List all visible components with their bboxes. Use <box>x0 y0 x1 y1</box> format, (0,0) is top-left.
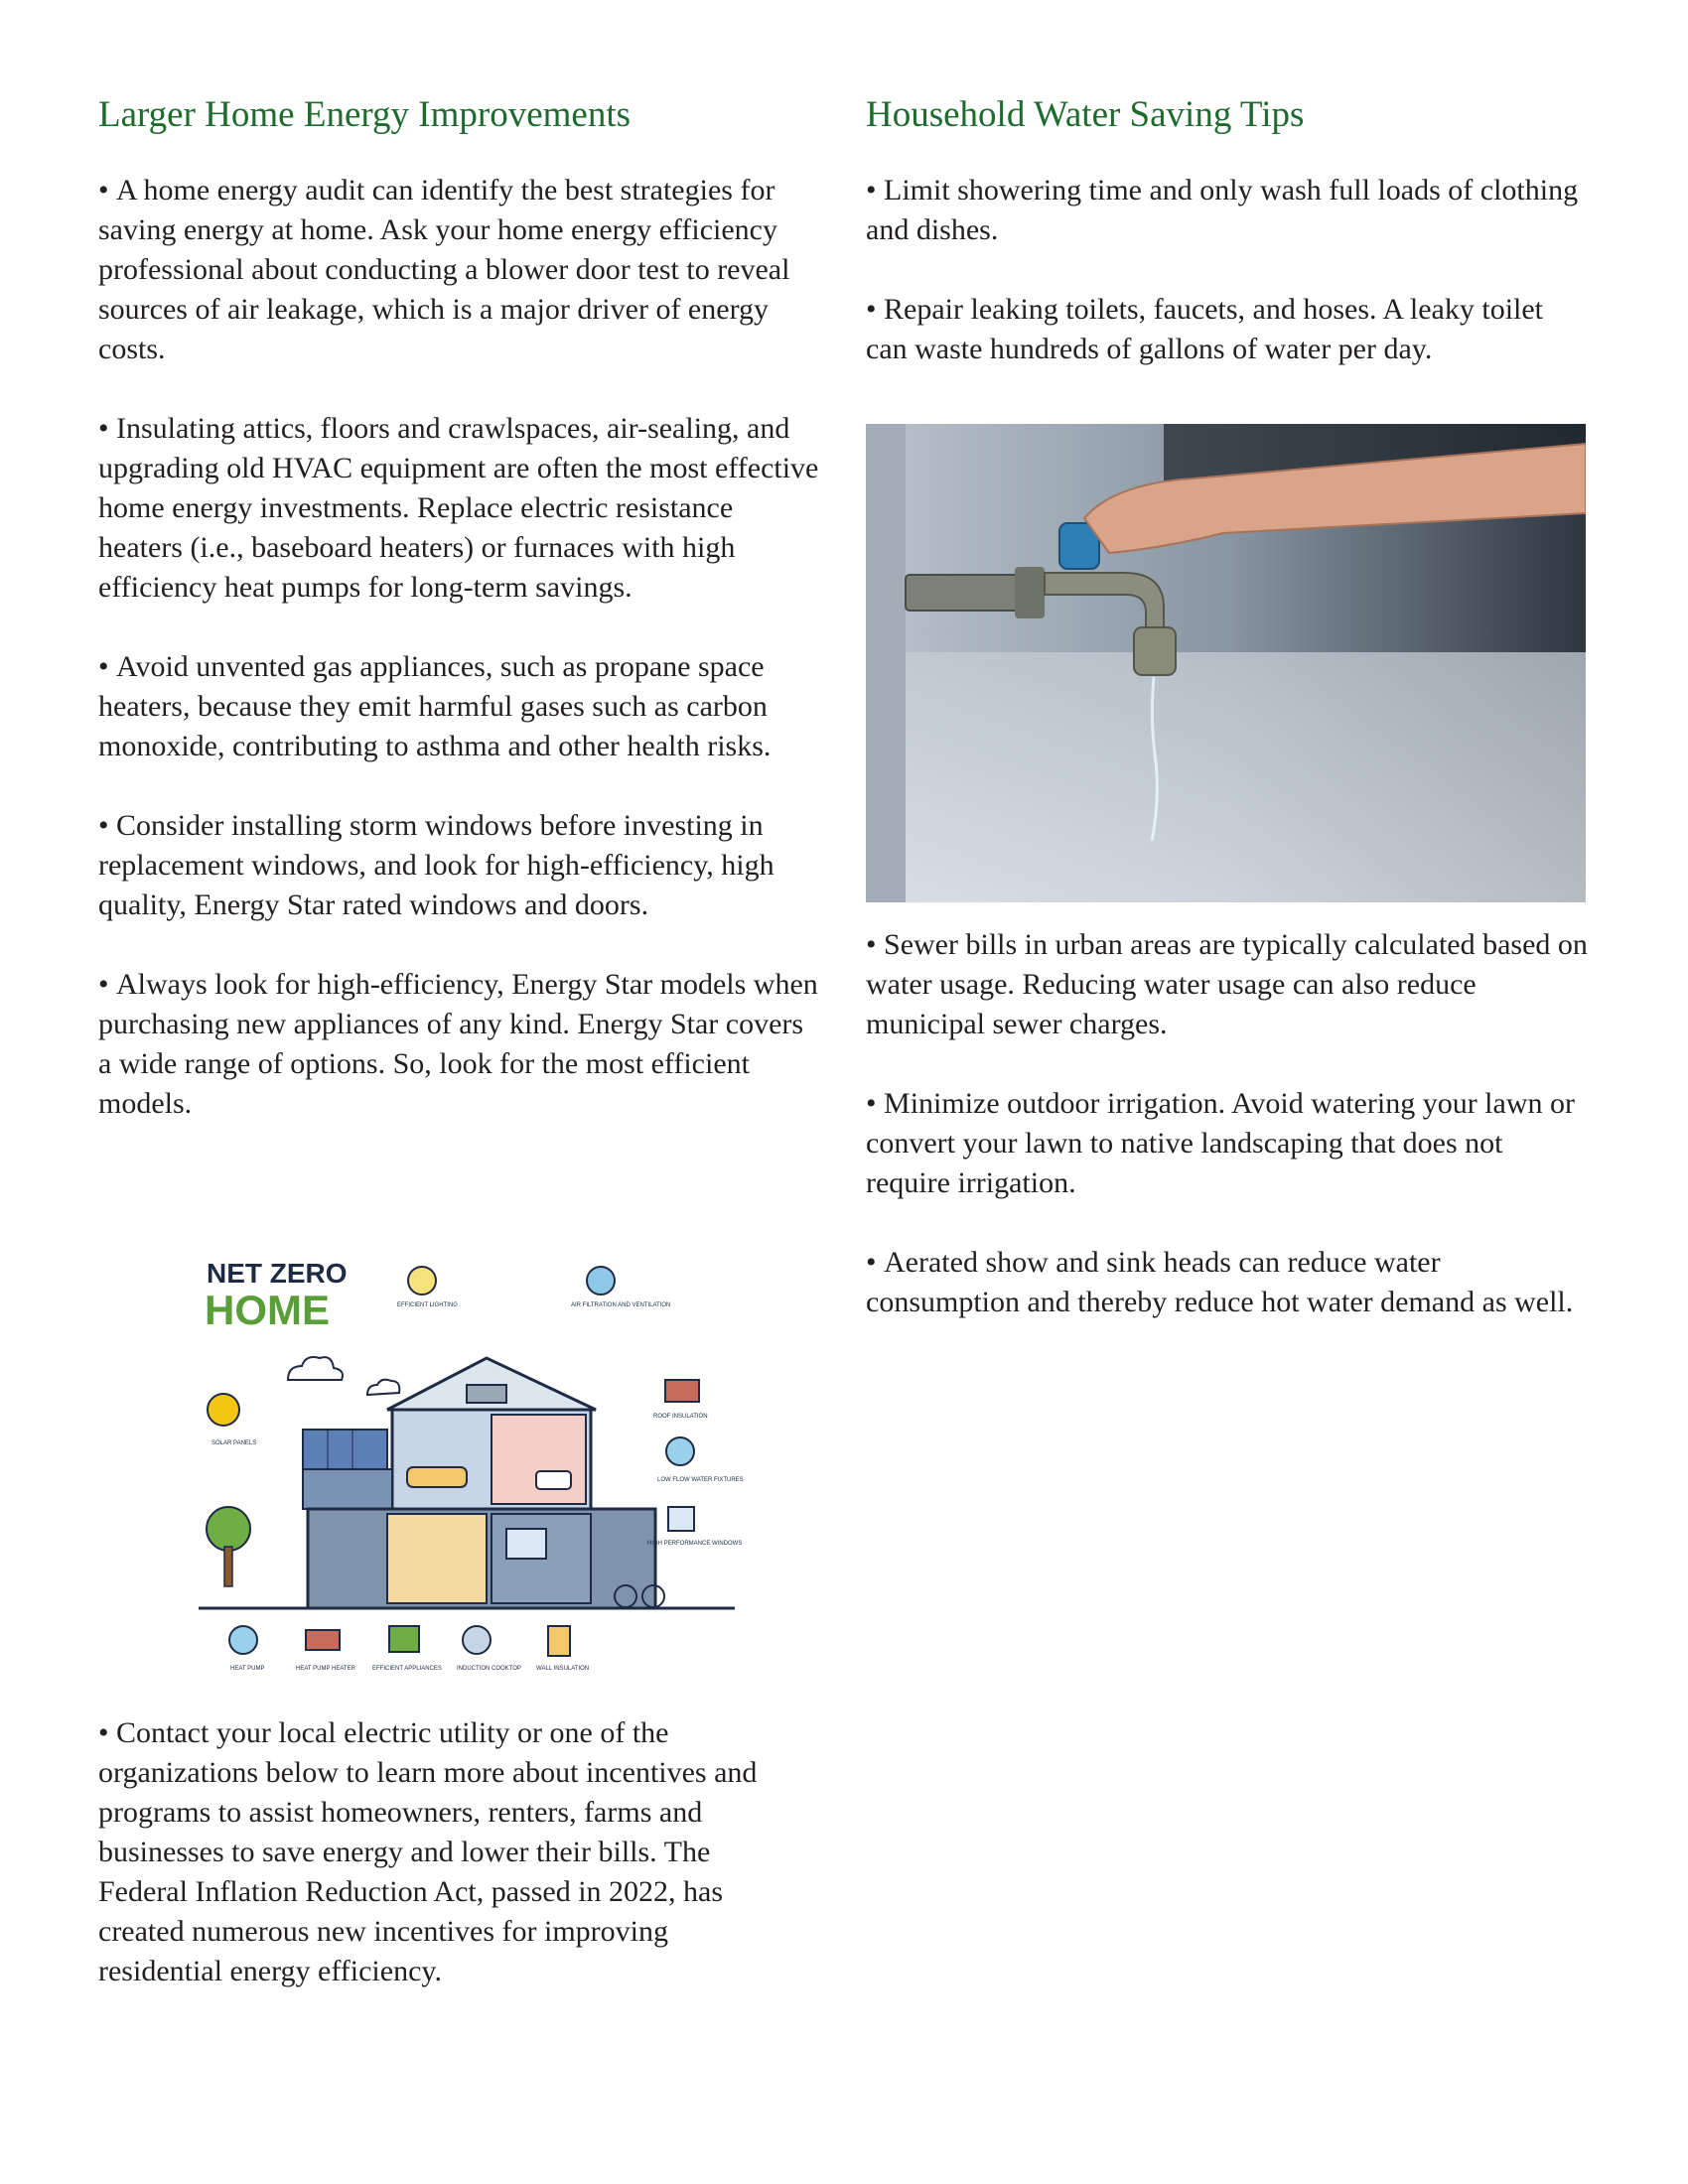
para-energy-audit: • A home energy audit can identify the best strategies for saving energy at home. Ask your home energy efficiency professional about conducting a blower door test to reveal sources of air leakage, which is a major driver of energy costs. <box>98 171 823 369</box>
window <box>506 1529 546 1559</box>
faucet-photo-illustration <box>866 424 1586 902</box>
label-lighting: EFFICIENT LIGHTING <box>397 1302 458 1308</box>
label-wall: WALL INSULATION <box>536 1666 590 1672</box>
cloud-icon <box>367 1380 399 1395</box>
sofa <box>407 1467 467 1487</box>
vent-unit <box>467 1385 506 1403</box>
bathtub <box>536 1471 571 1489</box>
faucet-photo <box>866 424 1586 902</box>
label-cooktop: INDUCTION COOKTOP <box>457 1666 521 1672</box>
ventilation-icon <box>587 1267 615 1295</box>
pipe <box>906 575 1025 611</box>
para-energy-star: • Always look for high-efficiency, Energy Star models when purchasing new appliances of any kind. Energy Star covers a wide range of options. So, look for the most efficient models. <box>98 965 823 1124</box>
heat-pump-icon <box>229 1626 257 1654</box>
house-diagram <box>179 1241 755 1678</box>
para-contact-utility: • Contact your local electric utility or one of the organizations below to learn more about incentives and programs to assist homeowners, renters, farms and businesses to save energy and lower their bills. The Federal Inflation Reduction Act, passed in 2022, has created numerous new incentives for improving residential energy efficiency. <box>98 1713 793 1991</box>
cooktop-icon <box>463 1626 491 1654</box>
label-heat-pump: HEAT PUMP <box>230 1666 265 1672</box>
net-zero-home-illustration <box>179 1241 755 1678</box>
para-leaks: • Repair leaking toilets, faucets, and hoses. A leaky toilet can waste hundreds of gallons of water per day. <box>866 290 1591 369</box>
para-sewer-bills: • Sewer bills in urban areas are typically calculated based on water usage. Reducing water usage can also reduce municipal sewer charges. <box>866 925 1591 1044</box>
lightbulb-icon <box>408 1267 436 1295</box>
para-irrigation: • Minimize outdoor irrigation. Avoid watering your lawn or convert your lawn to native landscaping that does not require irrigation. <box>866 1084 1591 1203</box>
right-column <box>866 91 1591 369</box>
heading-energy-improvements: Larger Home Energy Improvements <box>98 94 631 135</box>
bathroom <box>492 1415 586 1504</box>
para-unvented-gas: • Avoid unvented gas appliances, such as propane space heaters, because they emit harmful gases such as carbon monoxide, contributing to asthma and other health risks. <box>98 647 823 766</box>
illus-title-net-zero: NET ZERO <box>207 1258 348 1289</box>
wall-insulation-icon <box>548 1626 570 1656</box>
label-heater: HEAT PUMP HEATER <box>296 1666 355 1672</box>
illus-title-home: HOME <box>205 1287 330 1333</box>
cloud-icon <box>288 1357 343 1380</box>
heater-icon <box>306 1630 340 1650</box>
label-roof: ROOF INSULATION <box>653 1414 708 1420</box>
para-shower-time: • Limit showering time and only wash full loads of clothing and dishes. <box>866 171 1591 250</box>
label-fixtures: LOW FLOW WATER FIXTURES <box>657 1477 744 1483</box>
label-solar: SOLAR PANELS <box>211 1440 257 1446</box>
label-appliances: EFFICIENT APPLIANCES <box>372 1666 442 1672</box>
roof-insulation-icon <box>665 1380 699 1402</box>
label-windows: HIGH PERFORMANCE WINDOWS <box>647 1541 743 1547</box>
water-fixture-icon <box>666 1437 694 1465</box>
appliance-chart-icon <box>389 1626 419 1652</box>
label-air: AIR FILTRATION AND VENTILATION <box>571 1302 671 1308</box>
left-column <box>98 91 823 1124</box>
solar-panel <box>303 1430 387 1469</box>
tree-icon <box>207 1507 250 1551</box>
para-storm-windows: • Consider installing storm windows before investing in replacement windows, and look for high-efficiency, high quality, Energy Star rated windows and doors. <box>98 806 823 925</box>
heading-water-saving: Household Water Saving Tips <box>866 94 1305 135</box>
window-icon <box>668 1507 694 1531</box>
para-aerated-heads: • Aerated show and sink heads can reduce water consumption and thereby reduce hot water demand as well. <box>866 1243 1591 1322</box>
kitchen <box>387 1514 487 1603</box>
solar-icon <box>208 1394 239 1426</box>
para-insulating: • Insulating attics, floors and crawlspaces, air-sealing, and upgrading old HVAC equipment are often the most effective home energy investments. Replace electric resistance heaters (i.e., baseboard heaters) or furnaces with high efficiency heat pumps for long-term savings. <box>98 409 823 608</box>
